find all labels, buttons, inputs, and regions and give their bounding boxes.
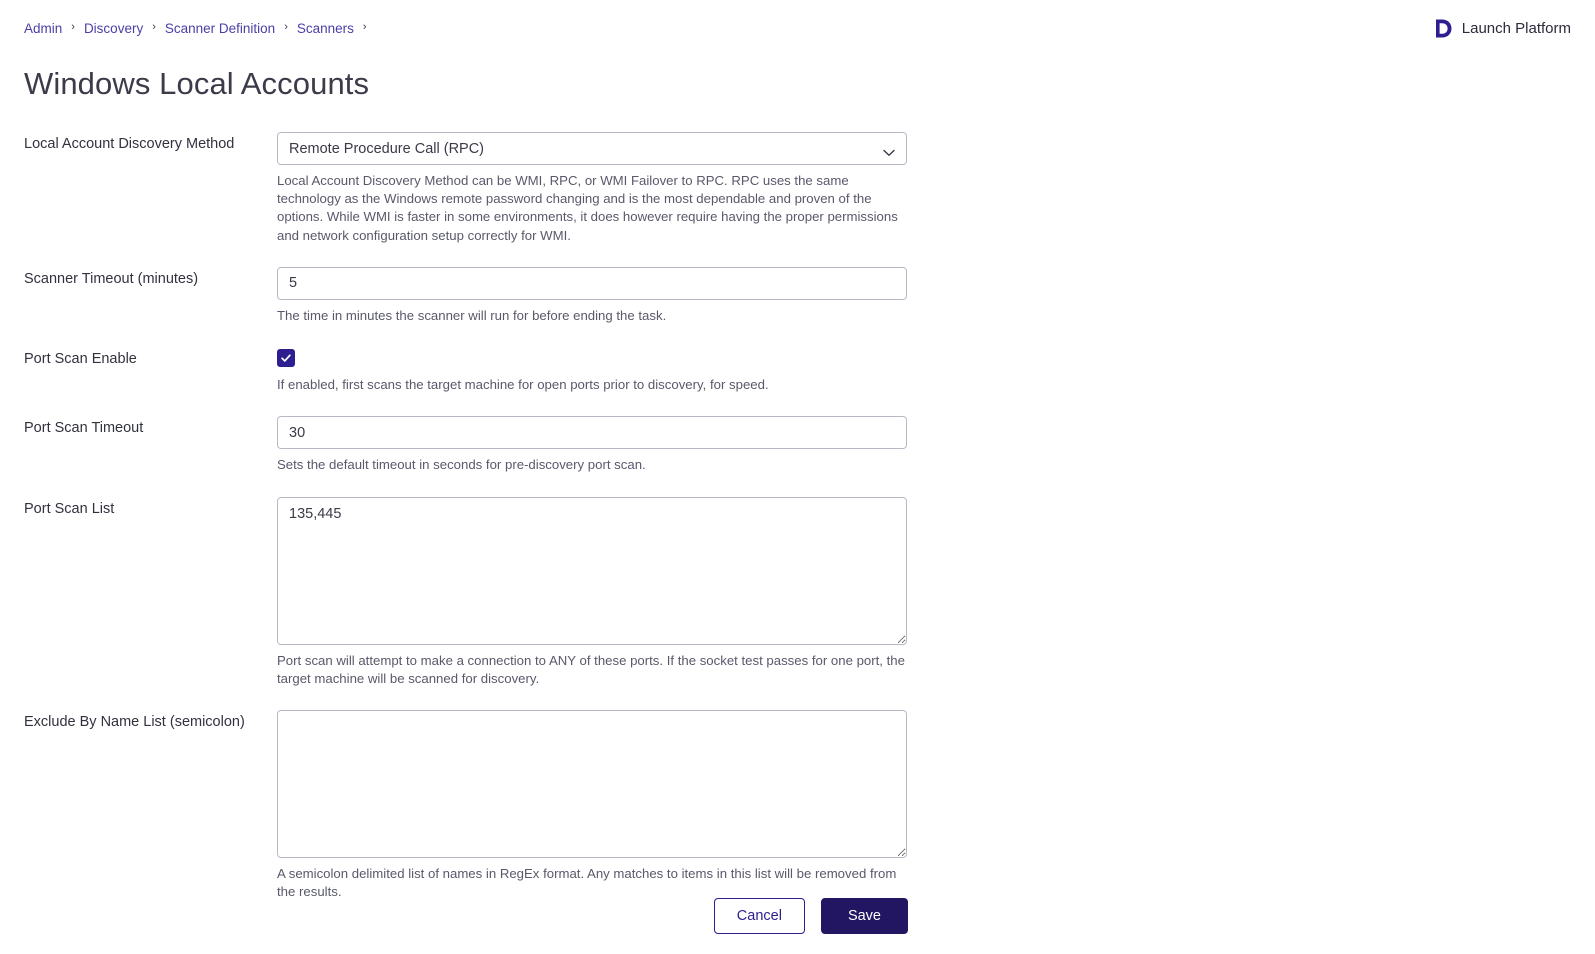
port-scan-list-helper: Port scan will attempt to make a connection to ANY of these ports. If the socket test passes for one port, the target machine will be scanned for discovery.: [277, 652, 905, 686]
breadcrumb-item-scanner-definition[interactable]: Scanner Definition: [164, 20, 276, 36]
port-scan-timeout-helper: Sets the default timeout in seconds for pre-discovery port scan.: [277, 457, 646, 473]
breadcrumb-item-scanners[interactable]: Scanners: [296, 20, 354, 36]
breadcrumb-separator-icon: ›: [152, 20, 156, 33]
breadcrumb-separator-icon: ›: [284, 20, 288, 33]
breadcrumb: [24, 21, 376, 36]
breadcrumb-separator-icon: ›: [71, 20, 75, 33]
scanner-timeout-input[interactable]: [277, 267, 907, 300]
discovery-method-select[interactable]: [277, 132, 907, 165]
field-discovery-method: [24, 132, 1564, 245]
exclude-by-name-list-helper: A semicolon delimited list of names in RegEx format. Any matches to items in this list will be removed from the results.: [277, 865, 897, 900]
breadcrumb-item-discovery[interactable]: Discovery: [83, 20, 144, 36]
top-bar: [0, 0, 1595, 56]
field-port-scan-timeout: [24, 416, 1564, 474]
discovery-method-helper: Local Account Discovery Method can be WMI, RPC, or WMI Failover to RPC. RPC uses the same technology as the Windows remote password changing and is the most dependable and proven of the options. While WMI is faster in some environments, it does however require having the proper permissions and network configuration setup correctly for WMI.: [277, 173, 898, 243]
port-scan-enable-label: Port Scan Enable: [24, 351, 137, 368]
discovery-method-label: Local Account Discovery Method: [24, 136, 235, 152]
breadcrumb-item-admin[interactable]: Admin: [24, 20, 63, 36]
scanner-timeout-label: Scanner Timeout (minutes): [24, 270, 199, 287]
port-scan-list-textarea[interactable]: [277, 497, 907, 645]
scanner-settings-form: [24, 132, 1564, 923]
field-port-scan-enable: [24, 347, 1564, 394]
port-scan-enable-checkbox[interactable]: [277, 349, 295, 367]
form-actions: [24, 898, 908, 934]
port-scan-timeout-input[interactable]: [277, 416, 907, 449]
launch-d-logo-icon: [1433, 18, 1453, 39]
port-scan-list-label: Port Scan List: [24, 500, 115, 517]
breadcrumb-separator-icon: ›: [362, 20, 367, 33]
save-button[interactable]: Save: [821, 898, 908, 934]
port-scan-timeout-label: Port Scan Timeout: [24, 420, 144, 437]
field-scanner-timeout: [24, 267, 1564, 325]
brand: [1433, 18, 1571, 39]
brand-name: Launch Platform: [1461, 19, 1571, 37]
cancel-button[interactable]: Cancel: [714, 898, 805, 934]
scanner-timeout-helper: The time in minutes the scanner will run for before ending the task.: [277, 307, 667, 323]
page-title: Windows Local Accounts: [24, 66, 370, 101]
field-exclude-by-name-list: [24, 710, 1564, 901]
exclude-by-name-list-label: Exclude By Name List (semicolon): [24, 713, 245, 730]
field-port-scan-list: [24, 497, 1564, 688]
port-scan-enable-helper: If enabled, first scans the target machine for open ports prior to discovery, for speed.: [277, 377, 769, 393]
exclude-by-name-list-textarea[interactable]: [277, 710, 907, 858]
